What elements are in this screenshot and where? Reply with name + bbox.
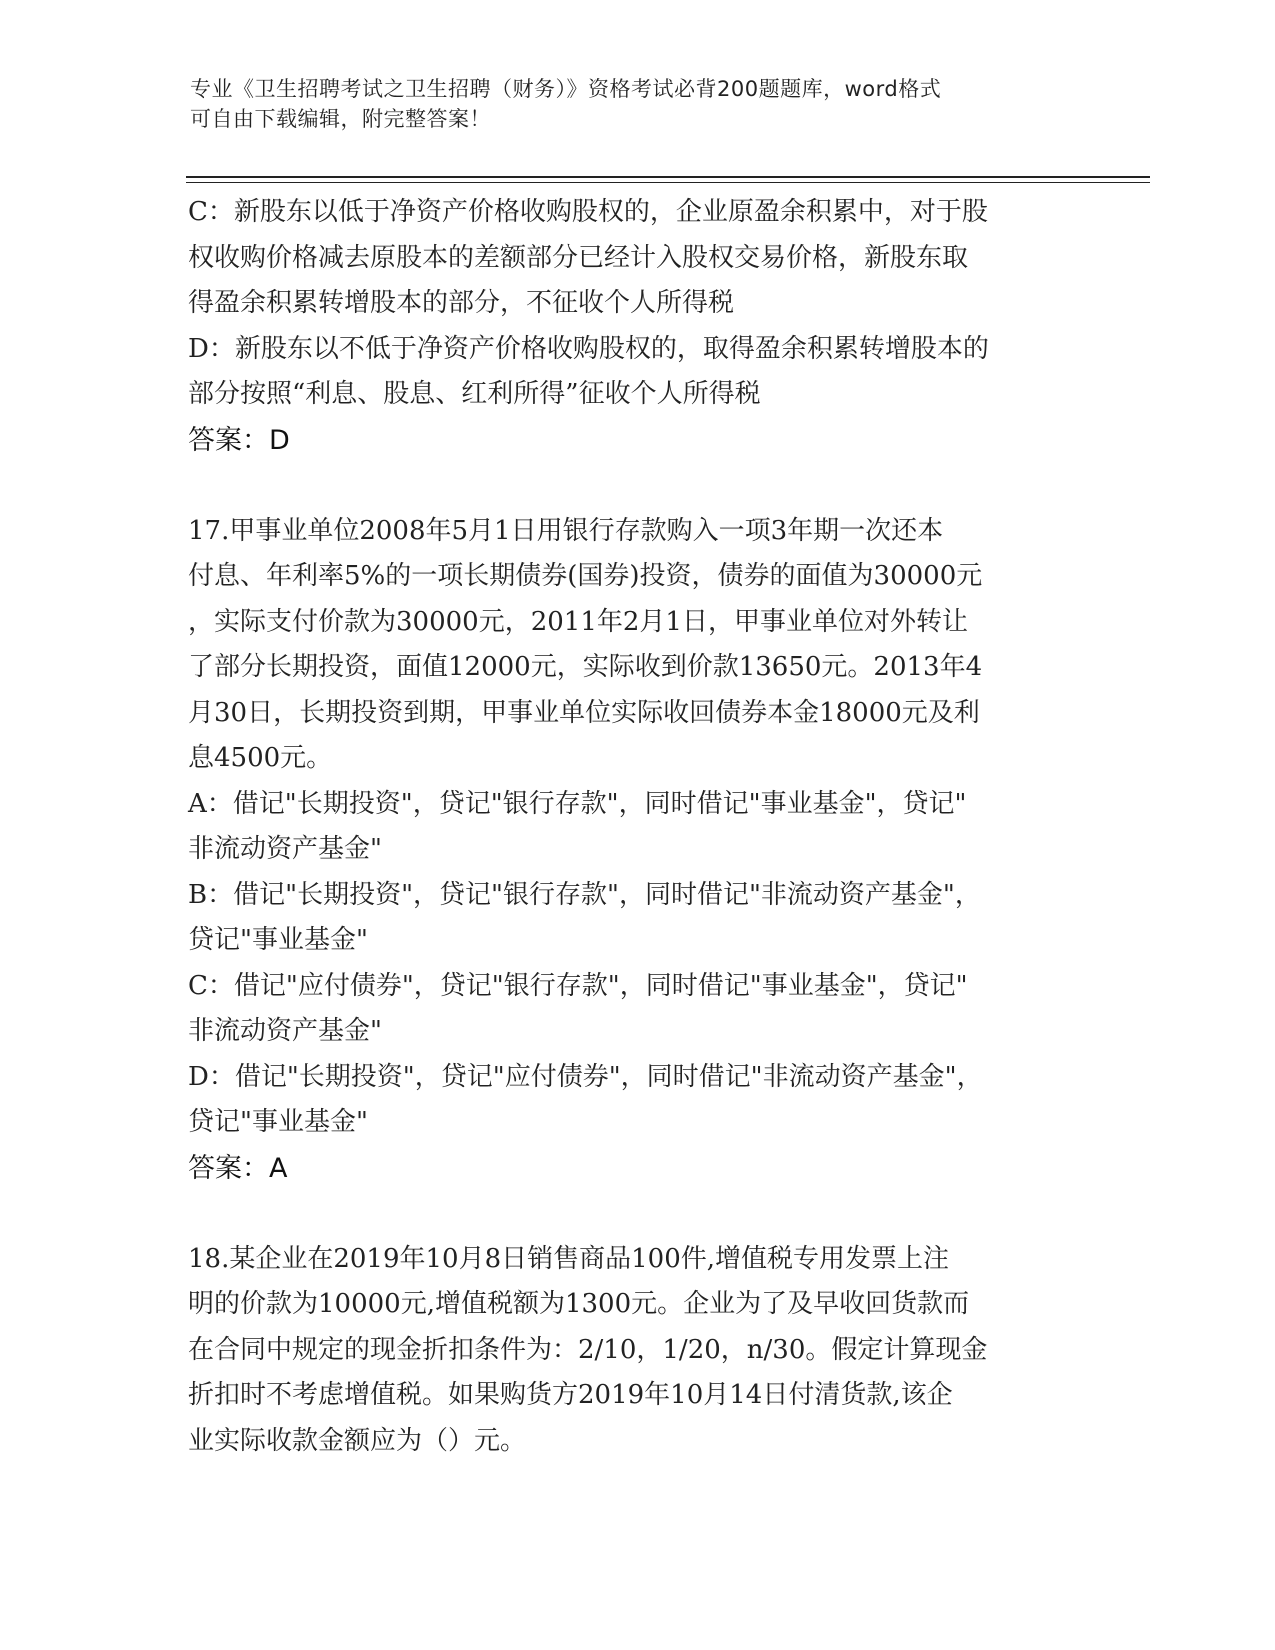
option-b-line: B：借记"长期投资"，贷记"银行存款"，同时借记"非流动资产基金"， (188, 879, 981, 910)
document-body (188, 190, 1068, 1464)
question-stem-line: ，实际支付价款为30000元，2011年2月1日，甲事业单位对外转让 (188, 606, 968, 637)
question-17 (188, 509, 1068, 1192)
question-stem-line: 17.甲事业单位2008年5月1日用银行存款购入一项3年期一次还本 (188, 515, 944, 546)
header-title-line-2: 可自由下载编辑，附完整答案！ (190, 107, 491, 131)
option-b-line: 贷记"事业基金" (188, 925, 368, 955)
question-stem-line: 息4500元。 (188, 743, 333, 773)
option-c-line: C：借记"应付债券"，贷记"银行存款"，同时借记"事业基金"，贷记" (188, 970, 968, 1001)
question-stem-line: 在合同中规定的现金折扣条件为：2/10，1/20，n/30。假定计算现金 (188, 1334, 988, 1365)
option-c-line: 得盈余积累转增股本的部分，不征收个人所得税 (188, 288, 735, 318)
option-d-line: 部分按照“利息、股息、红利所得”征收个人所得税 (188, 379, 761, 409)
page-header (190, 74, 1070, 134)
option-d-line: 贷记"事业基金" (188, 1107, 368, 1137)
option-c-line: 权收购价格减去原股本的差额部分已经计入股权交易价格，新股东取 (188, 242, 969, 273)
question-stem-line: 折扣时不考虑增值税。如果购货方2019年10月14日付清货款,该企 (188, 1380, 953, 1410)
spacer (188, 463, 1068, 509)
header-rule-thin (186, 182, 1150, 183)
question-stem-line: 了部分长期投资，面值12000元，实际收到价款13650元。2013年4 (188, 652, 983, 682)
option-d (188, 1055, 1068, 1146)
question-stem (188, 509, 1068, 782)
spacer (188, 1191, 1068, 1237)
question-stem-line: 18.某企业在2019年10月8日销售商品100件,增值税专用发票上注 (188, 1243, 950, 1274)
option-d-line: D：新股东以不低于净资产价格收购股权的，取得盈余积累转增股本的 (188, 333, 989, 364)
option-c (188, 964, 1068, 1055)
option-a-line: A：借记"长期投资"，贷记"银行存款"，同时借记"事业基金"，贷记" (188, 788, 967, 819)
option-c-line: C：新股东以低于净资产价格收购股权的，企业原盈余积累中，对于股 (188, 197, 988, 227)
option-d (188, 327, 1068, 418)
option-c-line: 非流动资产基金" (188, 1016, 382, 1046)
option-c (188, 190, 1068, 327)
previous-question (188, 190, 1068, 463)
question-18 (188, 1237, 1068, 1465)
answer-line: 答案：A (188, 1152, 288, 1184)
answer-line: 答案：D (188, 424, 290, 456)
option-a-line: 非流动资产基金" (188, 834, 382, 864)
question-stem-line: 业实际收款金额应为（）元。 (188, 1425, 527, 1456)
option-d-line: D：借记"长期投资"，贷记"应付债券"，同时借记"非流动资产基金"， (188, 1061, 983, 1092)
question-stem-line: 明的价款为10000元,增值税额为1300元。企业为了及早收回货款而 (188, 1289, 970, 1319)
question-stem (188, 1237, 1068, 1465)
question-stem-line: 月30日，长期投资到期，甲事业单位实际收回债券本金18000元及利 (188, 697, 980, 728)
header-title-line-1: 专业《卫生招聘考试之卫生招聘（财务）》资格考试必背200题题库，word格式 (190, 77, 942, 101)
option-b (188, 873, 1068, 964)
question-stem-line: 付息、年利率5%的一项长期债券(国券)投资，债券的面值为30000元 (188, 561, 983, 591)
header-rule-thick (186, 176, 1150, 178)
option-a (188, 782, 1068, 873)
